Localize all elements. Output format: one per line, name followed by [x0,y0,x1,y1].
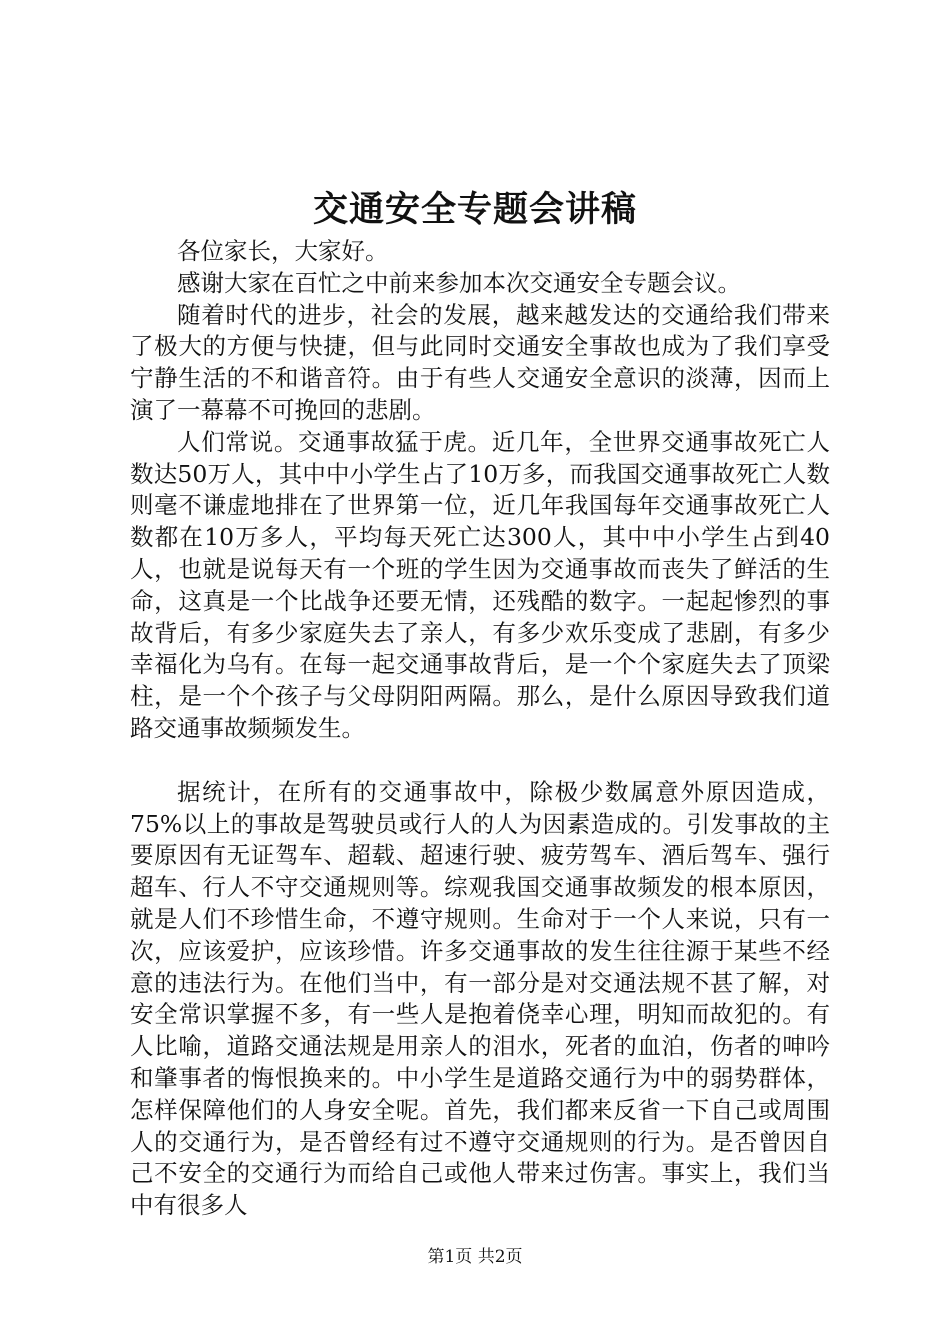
document-title: 交通安全专题会讲稿 [312,189,637,230]
paragraph-statistics: 人们常说。交通事故猛于虎。近几年，全世界交通事故死亡人数达50万人，其中中小学生占了10万多，而我国交通事故死亡人数则毫不谦虚地排在了世界第一位，近几年我国每年交通事故死亡人数都在10万多人，平均每天死亡达300人，其中中小学生占到40人，也就是说每天有一个班的学生因为交通事故而丧失了鲜活的生命，这真是一个比战争还要无情，还残酷的数字。一起起惨烈的事故背后，有多少家庭失去了亲人，有多少欢乐变成了悲剧，有多少幸福化为乌有。在每一起交通事故背后，是一个个家庭失去了顶梁柱，是一个个孩子与父母阴阳两隔。那么，是什么原因导致我们道路交通事故频频发生。 [130,427,830,742]
document-body [130,236,830,1222]
paragraph-causes: 据统计，在所有的交通事故中，除极少数属意外原因造成，75%以上的事故是驾驶员或行人的人为因素造成的。引发事故的主要原因有无证驾车、超载、超速行驶、疲劳驾车、酒后驾车、强行超车、行人不守交通规则等。综观我国交通事故频发的根本原因，就是人们不珍惜生命，不遵守规则。生命对于一个人来说，只有一次，应该爱护，应该珍惜。许多交通事故的发生往往源于某些不经意的违法行为。在他们当中，有一部分是对交通法规不甚了解，对安全常识掌握不多，有一些人是抱着侥幸心理，明知而故犯的。有人比喻，道路交通法规是用亲人的泪水，死者的血泊，伤者的呻吟和肇事者的悔恨换来的。中小学生是道路交通行为中的弱势群体，怎样保障他们的人身安全呢。首先，我们都来反省一下自己或周围人的交通行为，是否曾经有过不遵守交通规则的行为。是否曾因自己不安全的交通行为而给自己或他人带来过伤害。事实上，我们当中有很多人 [130,777,830,1220]
paragraph-thanks: 感谢大家在百忙之中前来参加本次交通安全专题会议。 [177,268,741,297]
paragraph-greeting: 各位家长，大家好。 [177,237,389,265]
page-number-footer: 第1页 共2页 [427,1247,523,1267]
paragraph-intro: 随着时代的进步，社会的发展，越来越发达的交通给我们带来了极大的方便与快捷，但与此同时交通安全事故也成为了我们享受宁静生活的不和谐音符。由于有些人交通安全意识的淡薄，因而上演了一幕幕不可挽回的悲剧。 [130,300,830,424]
